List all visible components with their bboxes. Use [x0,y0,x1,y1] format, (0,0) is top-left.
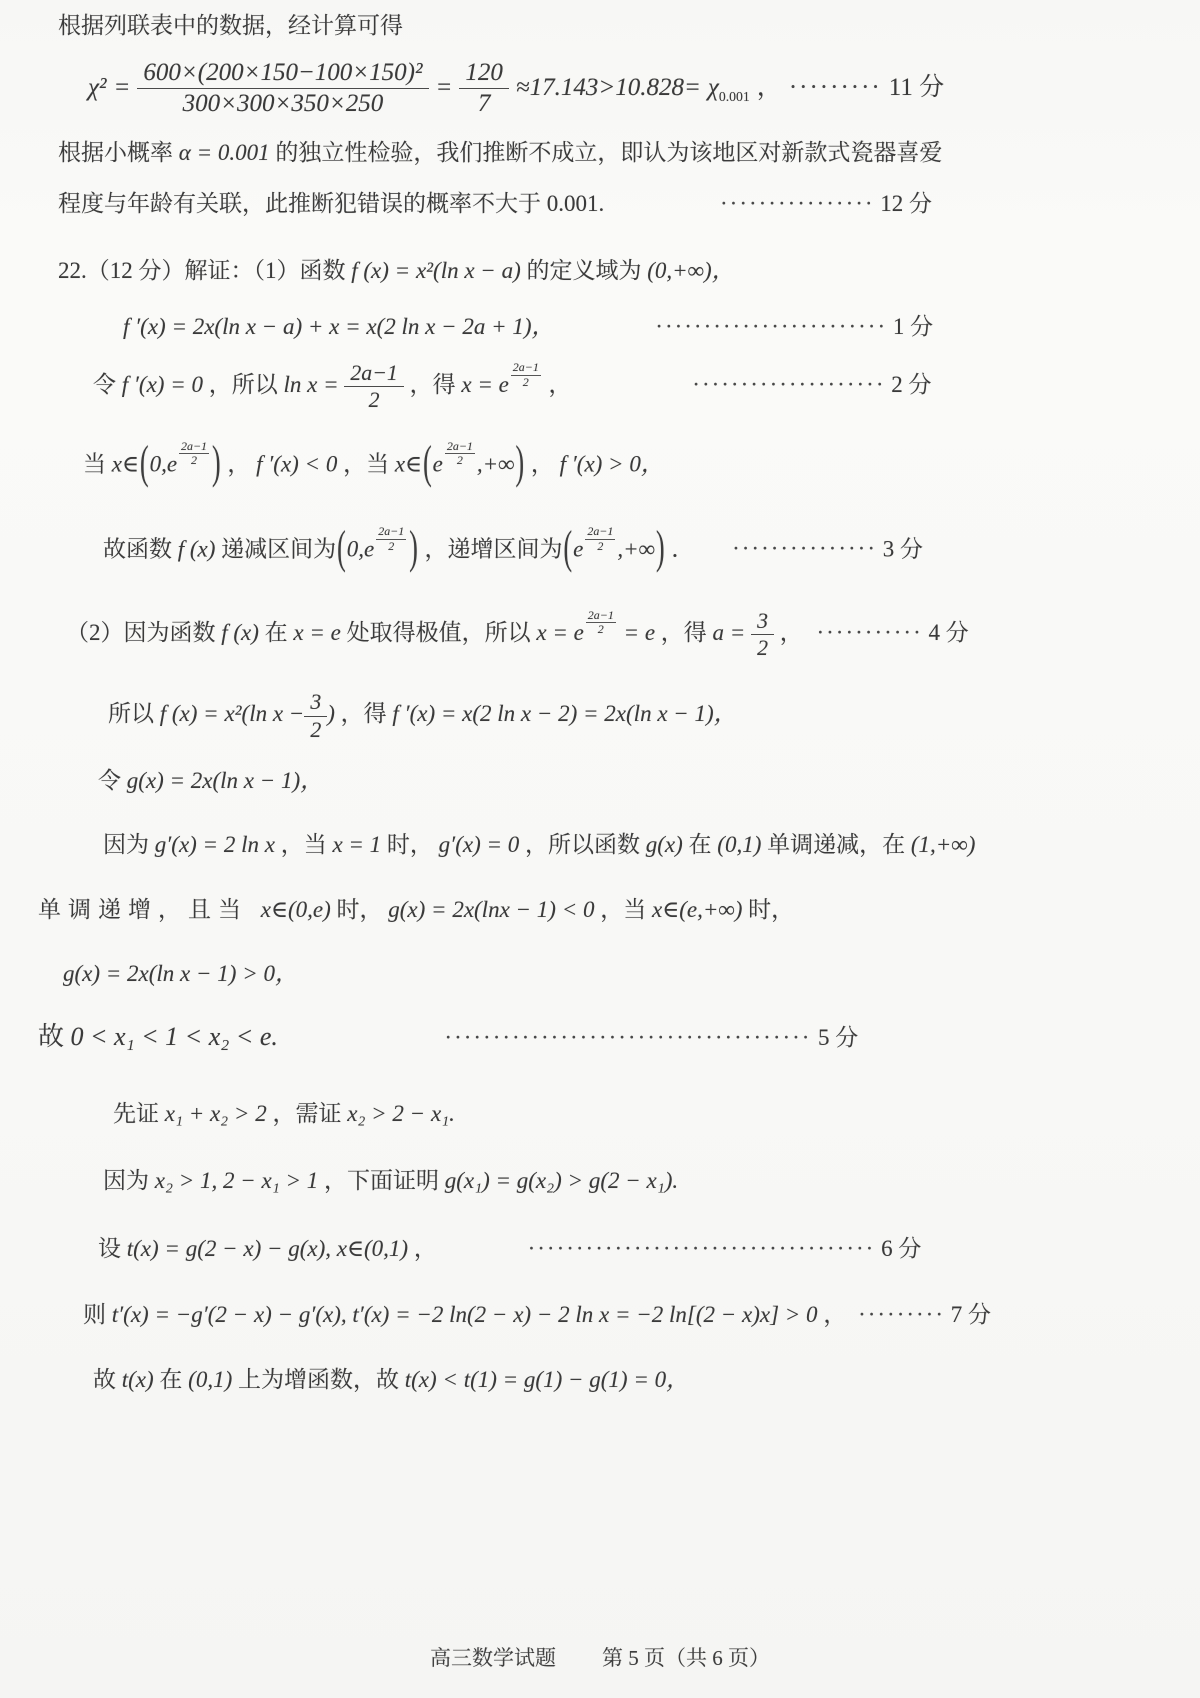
line-step1 [58,309,1142,345]
fraction-denominator: 2 [757,636,768,661]
open-paren: ( [337,521,346,574]
exponent-denominator: 2 [522,374,529,389]
interval-0-to-epow [336,521,419,574]
exponent-fraction [179,440,209,468]
math-segment: g(x) [645,831,683,857]
math-segment: x = e [293,620,341,646]
exponent-fraction [445,440,475,468]
text-segment: ，所以 [208,372,284,398]
fraction-numerator: 3 [751,608,774,635]
e-power [433,440,477,482]
math-segment: x₂ > 1, 2 − x₁ > 1 [154,1168,319,1194]
exponent-numerator: 2a−1 [587,523,614,538]
fraction-denominator: 2 [368,388,380,413]
math-segment: f (x) = x²(ln x − a) [351,257,521,283]
e-base: e [432,450,443,476]
exponent-fraction [511,361,541,389]
text-segment: 令 [98,767,127,793]
exponent-denominator: 2 [597,622,604,637]
text-segment: 上为增函数，故 [238,1367,405,1393]
text-segment: 处取得极值，所以 [346,620,537,646]
math-segment: g′(x) = 2 ln x [154,831,275,857]
score-marker: 2 分 [891,372,932,398]
math-segment: f ′(x) = 2x(ln x − a) + x = x(2 ln x − 2a + 1)， [123,313,555,339]
math-segment: f ′(x) < 0 [256,450,338,476]
score-marker: 5 分 [817,1025,859,1051]
close-paren: ) [656,521,665,574]
line-step2 [58,360,1142,413]
math-segment: (0,+∞)， [647,257,735,283]
math-segment: f (x) [221,620,259,646]
line-conclusion-1 [58,135,1142,171]
comma: ， [227,450,251,476]
fraction-denominator: 300×300×350×250 [182,89,384,117]
math-segment: f ′(x) = x(2 ln x − 2) = 2x(ln x − 1)， [392,701,737,727]
comma: ， [823,1301,847,1327]
score-marker: 1 分 [892,313,934,339]
text-segment: 在 [159,1367,189,1393]
text-segment: ，下面证明 [323,1168,445,1194]
footer-page-number: 第 5 页（共 6 页） [602,1646,770,1670]
text-segment: 则 [83,1301,112,1327]
exponent-denominator: 2 [388,538,395,553]
math-segment: ln x = [283,372,339,398]
math-segment: f ′(x) > 0， [559,450,664,476]
score-marker: 4 分 [928,620,969,646]
comma: ， [548,372,572,398]
math-segment: g(x) = 2x(lnx − 1) < 0 [388,897,595,923]
exponent-numerator: 2a−1 [378,523,405,538]
close-paren: ) [515,435,525,489]
open-paren: ( [563,521,573,574]
text-segment: ，当 [280,831,333,857]
text-segment: 根据列联表中的数据，经计算可得 [58,13,403,38]
math-segment: f ′(x) = 0 [121,372,203,398]
fraction-numerator: 3 [304,689,327,716]
result-fraction [459,58,509,119]
comma: ， [779,620,803,646]
chi-base: χ [707,73,719,101]
page-footer [0,1642,1200,1672]
text-segment: ，得 [660,620,713,646]
text-segment: 时， [748,897,795,923]
e-power [573,525,617,567]
line-step4 [58,608,1142,661]
dotted-leader: ········· [858,1301,945,1327]
text-segment: 当 [83,450,112,476]
e-power [364,525,408,567]
text-segment: （2）因为函数 [66,620,222,646]
math-segment: x₁ + x₂ > 2 [164,1100,267,1126]
text-segment: ，需证 [272,1100,348,1126]
math-segment: (1,+∞) [910,831,976,857]
math-segment: x∈(0,e) [260,897,331,923]
exponent-denominator: 2 [597,538,604,553]
exponent-numerator: 2a−1 [446,438,473,453]
dotted-leader: ···································· [527,1236,876,1261]
dotted-leader: ························ [655,313,888,339]
fraction-denominator: 2 [310,717,322,742]
open-paren: ( [423,435,432,489]
equals-sign: = [435,73,453,101]
line-step5 [58,689,1142,742]
exponent-denominator: 2 [191,453,198,468]
math-segment: a = [712,620,746,646]
exponent-numerator: 2a−1 [512,359,539,374]
chi-square-formula [58,58,1142,119]
e-power [167,440,211,482]
interval-left: 0, [346,536,364,562]
score-marker: 7 分 [950,1301,991,1327]
comma: ， [413,1236,437,1261]
line-step8 [38,892,1142,928]
math-segment: t(x) < t(1) = g(1) − g(1) = 0， [404,1367,690,1393]
text-segment: 故 [93,1367,122,1393]
fraction-denominator: 7 [477,89,491,117]
math-segment: t(x) [121,1367,154,1393]
score-marker: 11 分 [888,73,945,101]
text-segment: 故 [38,1022,71,1052]
fraction-numerator: 120 [459,58,509,89]
chi-subscript: 0.001 [718,88,750,104]
text-segment: ，得 [409,372,462,398]
text-segment: 程度与年龄有关联，此推断犯错误的概率不大于 0.001. [58,191,605,217]
comma: ， [530,450,554,476]
text-segment: 因为 [103,1168,155,1194]
line-q22-head [58,253,1142,289]
math-segment: x₂ > 2 − x₁. [347,1100,455,1126]
math-segment: x = e [536,620,584,646]
close-paren: ) [212,435,221,489]
line-step3a [58,435,1142,489]
score-marker: 12 分 [880,191,933,217]
equals-sign: = [113,73,131,101]
line-step3b [58,521,1142,574]
dotted-leader: ··········· [816,620,923,646]
e-base: e [573,536,584,562]
score-marker: 3 分 [882,536,923,562]
exponent-fraction [376,525,406,553]
math-segment: x∈ [111,450,139,476]
math-segment: x∈ [394,450,423,476]
text-segment: 所以 [108,701,160,727]
math-segment: f (x) [177,536,216,562]
text-segment: 22.（12 分）解证：（1）函数 [58,257,352,283]
e-power [584,609,618,651]
text-segment: 递减区间为 [221,536,337,562]
exponent-fraction [585,525,615,553]
math-segment: g(x₁) = g(x₂) > g(2 − x₁). [444,1168,679,1194]
exponent-fraction [586,609,616,637]
line-conclusion-2 [58,186,1142,222]
text-segment: 设 [98,1236,127,1261]
math-segment: ) [327,701,335,727]
dotted-leader: ········· [788,73,882,101]
text-segment: 因为 [103,831,155,857]
footer-exam-title: 高三数学试题 [430,1646,556,1670]
math-segment: x∈(e,+∞) [651,897,743,923]
math-segment: g(x) = 2x(ln x − 1) > 0， [63,960,298,986]
text-segment: 单调递增，且当 [38,897,261,923]
text-segment: 的定义域为 [526,257,648,283]
dotted-leader: ···················· [692,372,886,398]
math-segment: t(x) = g(2 − x) − g(x), x∈(0,1) [126,1236,409,1261]
text-segment: ，当 [343,450,395,476]
text-segment: 在 [264,620,294,646]
text-segment: 的独立性检验，我们推断不成立，即认为该地区对新款式瓷器喜爱 [275,139,943,165]
line-step7 [58,827,1142,863]
e-base: e [166,450,178,476]
period: ． [671,536,695,562]
math-segment: x = e [461,372,509,398]
exponent-denominator: 2 [456,453,463,468]
fraction-numerator: 600×(200×150−100×150)² [137,58,428,89]
math-segment: 0 < x₁ < 1 < x₂ < e. [70,1022,278,1052]
line-table-intro [58,8,1142,44]
e-power [509,361,543,403]
line-step14 [58,1297,1142,1333]
chi-squared-symbol: χ² [88,73,107,101]
e-base: e [364,536,375,562]
text-segment: 在 [688,831,718,857]
math-segment: x = 1 [332,831,382,857]
text-segment: 故函数 [103,536,178,562]
text-segment: 根据小概率 [58,139,173,165]
math-segment: α = 0.001 [178,139,270,165]
interval-left: 0, [149,450,167,476]
line-step12 [58,1163,1142,1199]
text-segment: 令 [93,372,122,398]
math-segment: (0,1) [717,831,762,857]
math-segment: g(x) = 2x(ln x − 1)， [126,767,324,793]
dotted-leader: ······································ [444,1025,812,1051]
fraction-3-over-2 [304,689,327,742]
text-segment: ，得 [340,701,393,727]
fraction-numerator: 2a−1 [344,360,404,387]
line-step11 [58,1096,1142,1132]
interval-0-to-epow [139,435,222,489]
interval-epow-to-inf [563,521,666,574]
text-segment: 时， [336,897,389,923]
chi-critical-value [708,69,750,108]
math-segment: f (x) = x²(ln x − [159,701,305,727]
interval-right: ,+∞ [617,536,656,562]
open-paren: ( [139,435,149,489]
line-step13 [58,1231,1142,1267]
text-segment: ，所以函数 [525,831,646,857]
interval-epow-to-inf [422,435,525,489]
math-segment: t′(x) = −g′(2 − x) − g′(x), t′(x) = −2 ln(2 − x) − 2 ln x = −2 ln[(2 − x)x] > 0 [111,1301,818,1327]
fraction-3-over-2 [751,608,774,661]
line-step15 [58,1362,1142,1398]
comparison-segment: ≈17.143>10.828= [515,73,701,101]
text-segment: 先证 [113,1100,165,1126]
text-segment: 时， [386,831,433,857]
math-segment: = e [623,620,656,646]
text-segment: ，当 [600,897,652,923]
chi-square-fraction [137,58,428,119]
fraction-2a-1-over-2 [344,360,404,413]
dotted-leader: ··············· [732,536,877,562]
line-step10 [38,1017,1142,1057]
exponent-numerator: 2a−1 [587,607,614,622]
line-step6 [58,763,1142,799]
text-segment: ，递增区间为 [424,536,563,562]
dotted-leader: ················ [720,191,875,217]
exponent-numerator: 2a−1 [181,438,208,453]
math-segment: g′(x) = 0 [438,831,520,857]
score-marker: 6 分 [881,1236,922,1261]
text-segment: 单调递减，在 [767,831,911,857]
line-step9 [58,956,1142,992]
math-segment: (0,1) [188,1367,233,1393]
close-paren: ) [409,521,418,574]
comma: ， [756,73,782,101]
interval-right: ,+∞ [476,450,515,476]
